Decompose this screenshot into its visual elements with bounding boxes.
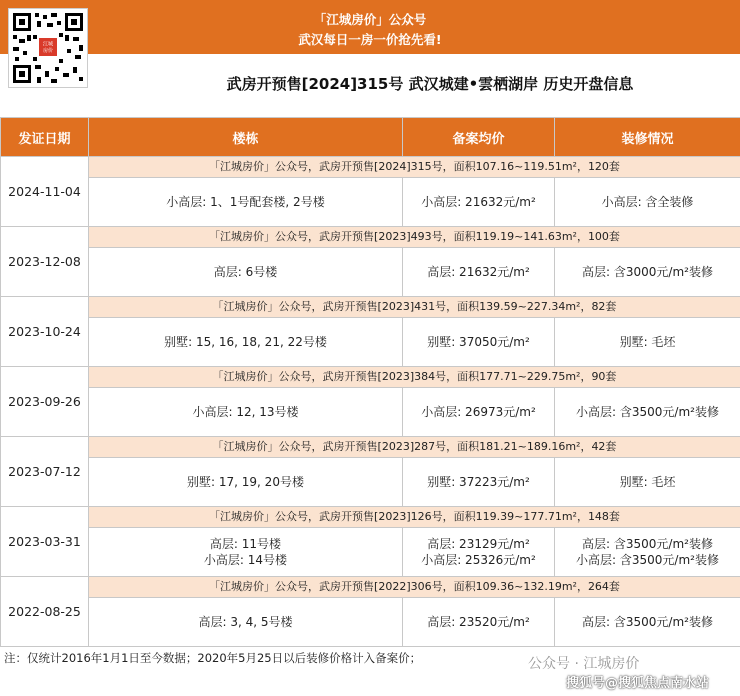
decoration-cell: 小高层: 含全装修 <box>555 178 740 227</box>
decoration-line: 小高层: 含3500元/m²装修 <box>576 553 719 567</box>
decoration-line: 高层: 含3500元/m²装修 <box>582 537 713 551</box>
footnote: 注：仅统计2016年1月1日至今数据；2020年5月25日以后装修价格计入备案价； <box>4 651 422 665</box>
permit-info: 「江城房价」公众号，武房开预售[2024]315号，面积107.16~119.51m²，120套 <box>89 157 740 178</box>
permit-info: 「江城房价」公众号，武房开预售[2023]287号，面积181.21~189.16m²，42套 <box>89 437 740 458</box>
building-cell: 高层: 6号楼 <box>89 248 403 297</box>
permit-info: 「江城房价」公众号，武房开预售[2023]431号，面积139.59~227.34m²，82套 <box>89 297 740 318</box>
table-row-detail <box>1 178 740 227</box>
building-line: 高层: 11号楼 <box>209 537 282 551</box>
banner-line-1: 「江城房价」公众号 <box>313 12 427 27</box>
issue-date: 2024-11-04 <box>1 157 89 227</box>
table-row-detail <box>1 248 740 297</box>
decoration-cell <box>555 528 740 577</box>
table-row-detail <box>1 318 740 367</box>
issue-date: 2023-10-24 <box>1 297 89 367</box>
issue-date: 2023-12-08 <box>1 227 89 297</box>
table-row-info <box>1 507 740 528</box>
price-cell: 小高层: 26973元/m² <box>403 388 555 437</box>
qr-logo-text: 江城 <box>42 41 54 48</box>
table-row-detail <box>1 458 740 507</box>
table-row-info <box>1 437 740 458</box>
table-header-row <box>1 118 740 157</box>
price-cell: 别墅: 37223元/m² <box>403 458 555 507</box>
permit-info: 「江城房价」公众号，武房开预售[2023]384号，面积177.71~229.75m²，90套 <box>89 367 740 388</box>
header-price: 备案均价 <box>403 118 555 157</box>
table-row-info <box>1 367 740 388</box>
table-row-info <box>1 577 740 598</box>
issue-date: 2023-09-26 <box>1 367 89 437</box>
price-cell: 高层: 21632元/m² <box>403 248 555 297</box>
price-cell: 高层: 23520元/m² <box>403 598 555 647</box>
permit-info: 「江城房价」公众号，武房开预售[2023]493号，面积119.19~141.63m²，100套 <box>89 227 740 248</box>
issue-date: 2023-03-31 <box>1 507 89 577</box>
decoration-cell: 小高层: 含3500元/m²装修 <box>555 388 740 437</box>
building-cell: 高层: 3, 4, 5号楼 <box>89 598 403 647</box>
sohu-watermark: 搜狐号@搜狐焦点南水站 <box>566 676 710 691</box>
building-line: 小高层: 14号楼 <box>203 553 288 567</box>
permit-info: 「江城房价」公众号，武房开预售[2023]126号，面积119.39~177.71m²，148套 <box>89 507 740 528</box>
table-row-detail <box>1 528 740 577</box>
table-row-detail <box>1 388 740 437</box>
decoration-cell: 别墅: 毛坯 <box>555 458 740 507</box>
building-cell: 小高层: 12, 13号楼 <box>89 388 403 437</box>
issue-date: 2022-08-25 <box>1 577 89 647</box>
page-title: 武房开预售[2024]315号 武汉城建•雲栖湖岸 历史开盘信息 <box>226 75 634 93</box>
sales-history-table <box>0 117 740 647</box>
table-row-detail <box>1 598 740 647</box>
price-line: 高层: 23129元/m² <box>427 537 530 551</box>
price-cell: 别墅: 37050元/m² <box>403 318 555 367</box>
table-row-info <box>1 297 740 318</box>
price-line: 小高层: 25326元/m² <box>421 553 536 567</box>
issue-date: 2023-07-12 <box>1 437 89 507</box>
price-cell <box>403 528 555 577</box>
header-decoration: 装修情况 <box>555 118 740 157</box>
building-cell <box>89 528 403 577</box>
svg-text:房价: 房价 <box>42 48 54 54</box>
header-date: 发证日期 <box>1 118 89 157</box>
building-cell: 别墅: 17, 19, 20号楼 <box>89 458 403 507</box>
price-cell: 小高层: 21632元/m² <box>403 178 555 227</box>
permit-info: 「江城房价」公众号，武房开预售[2022]306号，面积109.36~132.19m²，264套 <box>89 577 740 598</box>
decoration-cell: 别墅: 毛坯 <box>555 318 740 367</box>
decoration-cell: 高层: 含3000元/m²装修 <box>555 248 740 297</box>
banner-line-2: 武汉每日一房一价抢先看! <box>298 32 442 47</box>
table-row-info <box>1 157 740 178</box>
header-banner <box>0 0 740 54</box>
building-cell: 小高层: 1、1号配套楼, 2号楼 <box>89 178 403 227</box>
decoration-cell: 高层: 含3500元/m²装修 <box>555 598 740 647</box>
wechat-watermark: 公众号 · 江城房价 <box>528 656 640 672</box>
header-building: 楼栋 <box>89 118 403 157</box>
building-cell: 别墅: 15, 16, 18, 21, 22号楼 <box>89 318 403 367</box>
table-row-info <box>1 227 740 248</box>
